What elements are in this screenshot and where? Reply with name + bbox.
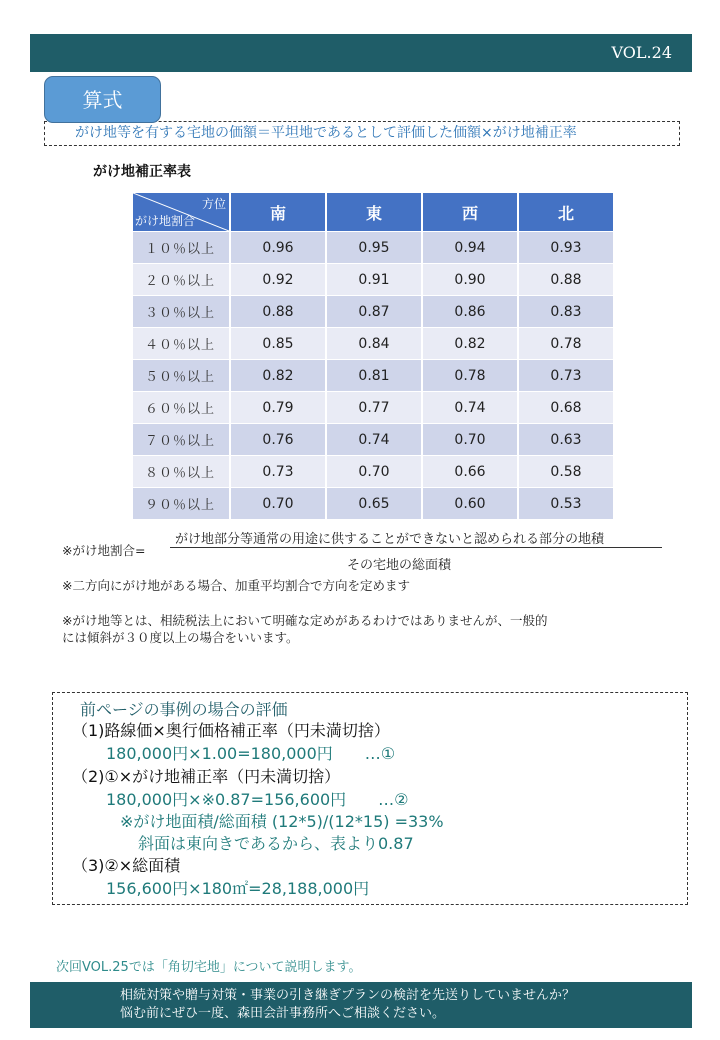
rate-cell: 0.95 bbox=[326, 232, 422, 264]
rate-cell: 0.70 bbox=[422, 424, 518, 456]
rate-cell: 0.82 bbox=[230, 360, 326, 392]
example-calc-2-note: ※がけ地面積/総面積 (12*5)/(12*15) =33% bbox=[120, 812, 444, 831]
rate-cell: 0.63 bbox=[518, 424, 613, 456]
rate-cell: 0.79 bbox=[230, 392, 326, 424]
example-step-1: （1)路線価×奥行価格補正率（円未満切捨） bbox=[72, 721, 390, 740]
rate-cell: 0.86 bbox=[422, 296, 518, 328]
ratio-note-label: ※がけ地割合= bbox=[62, 543, 146, 558]
footer-bar bbox=[30, 982, 692, 1028]
rate-cell: 0.73 bbox=[518, 360, 613, 392]
column-header: 東 bbox=[326, 193, 422, 232]
rate-cell: 0.81 bbox=[326, 360, 422, 392]
ratio-label: がけ地割合 bbox=[135, 214, 196, 228]
direction-label: 方位 bbox=[201, 197, 226, 211]
table-row bbox=[133, 456, 613, 488]
rate-cell: 0.92 bbox=[230, 264, 326, 296]
ratio-row-label: ４０％以上 bbox=[133, 328, 230, 360]
rate-cell: 0.85 bbox=[230, 328, 326, 360]
fraction-bar bbox=[170, 547, 662, 548]
rate-cell: 0.78 bbox=[518, 328, 613, 360]
rate-cell: 0.78 bbox=[422, 360, 518, 392]
rate-cell: 0.87 bbox=[326, 296, 422, 328]
rate-cell: 0.60 bbox=[422, 488, 518, 520]
volume-number: VOL.24 bbox=[611, 43, 672, 62]
rate-cell: 0.76 bbox=[230, 424, 326, 456]
rate-cell: 0.77 bbox=[326, 392, 422, 424]
ratio-row-label: ２０％以上 bbox=[133, 264, 230, 296]
ratio-row-label: １０％以上 bbox=[133, 232, 230, 264]
ratio-row-label: ９０％以上 bbox=[133, 488, 230, 520]
ratio-numerator: がけ地部分等通常の用途に供することができないと認められる部分の地積 bbox=[175, 532, 605, 547]
definition-line: には傾斜が３０度以上の場合をいいます。 bbox=[62, 630, 299, 645]
table-row bbox=[133, 328, 613, 360]
ratio-row-label: ６０％以上 bbox=[133, 392, 230, 424]
example-calc-2: 180,000円×※0.87=156,600円 …② bbox=[106, 790, 409, 809]
formula-text: がけ地等を有する宅地の価額＝平坦地であるとして評価した価額×がけ地補正率 bbox=[44, 121, 680, 146]
rate-cell: 0.94 bbox=[422, 232, 518, 264]
table-row bbox=[133, 424, 613, 456]
rate-cell: 0.84 bbox=[326, 328, 422, 360]
rate-cell: 0.93 bbox=[518, 232, 613, 264]
table-row bbox=[133, 488, 613, 520]
rate-cell: 0.53 bbox=[518, 488, 613, 520]
rate-cell: 0.58 bbox=[518, 456, 613, 488]
rate-cell: 0.96 bbox=[230, 232, 326, 264]
ratio-row-label: ３０％以上 bbox=[133, 296, 230, 328]
definition-note bbox=[62, 612, 547, 646]
column-header: 北 bbox=[518, 193, 613, 232]
rate-cell: 0.65 bbox=[326, 488, 422, 520]
ratio-row-label: ５０％以上 bbox=[133, 360, 230, 392]
table-corner-header bbox=[133, 193, 230, 232]
rate-cell: 0.73 bbox=[230, 456, 326, 488]
column-header: 南 bbox=[230, 193, 326, 232]
correction-rate-table bbox=[133, 193, 613, 519]
rate-cell: 0.74 bbox=[422, 392, 518, 424]
example-step-2: （2)①×がけ地補正率（円未満切捨） bbox=[72, 767, 341, 786]
rate-cell: 0.83 bbox=[518, 296, 613, 328]
table-row bbox=[133, 296, 613, 328]
footer-line: 悩む前にぜひ一度、森田会計事務所へご相談ください。 bbox=[120, 1006, 446, 1021]
example-calc-1: 180,000円×1.00=180,000円 …① bbox=[106, 744, 396, 763]
rate-cell: 0.70 bbox=[326, 456, 422, 488]
ratio-row-label: ７０％以上 bbox=[133, 424, 230, 456]
ratio-row-label: ８０％以上 bbox=[133, 456, 230, 488]
column-header: 西 bbox=[422, 193, 518, 232]
example-title: 前ページの事例の場合の評価 bbox=[80, 700, 288, 719]
table-title: がけ地補正率表 bbox=[93, 164, 191, 180]
definition-line: ※がけ地等とは、相続税法上において明確な定めがあるわけではありませんが、一般的 bbox=[62, 613, 548, 628]
header-bar bbox=[30, 34, 692, 72]
rate-cell: 0.88 bbox=[518, 264, 613, 296]
rate-cell: 0.82 bbox=[422, 328, 518, 360]
ratio-denominator: その宅地の総面積 bbox=[347, 558, 452, 573]
footer-line: 相続対策や贈与対策・事業の引き継ぎプランの検討を先送りしていませんか？ bbox=[120, 988, 576, 1003]
rate-cell: 0.68 bbox=[518, 392, 613, 424]
example-calc-3: 156,600円×180㎡=28,188,000円 bbox=[106, 879, 370, 898]
example-calc-2-note: 斜面は東向きであるから、表より0.87 bbox=[138, 834, 414, 853]
rate-cell: 0.66 bbox=[422, 456, 518, 488]
example-step-3: （3)②×総面積 bbox=[72, 856, 181, 875]
two-direction-note: ※二方向にがけ地がある場合、加重平均割合で方向を定めます bbox=[62, 578, 410, 593]
rate-cell: 0.90 bbox=[422, 264, 518, 296]
rate-cell: 0.91 bbox=[326, 264, 422, 296]
rate-cell: 0.70 bbox=[230, 488, 326, 520]
formula-badge: 算式 bbox=[44, 76, 161, 123]
table-row bbox=[133, 232, 613, 264]
rate-cell: 0.88 bbox=[230, 296, 326, 328]
next-issue-note: 次回VOL.25では「角切宅地」について説明します。 bbox=[56, 960, 362, 975]
table-row bbox=[133, 264, 613, 296]
table-row bbox=[133, 392, 613, 424]
table-row bbox=[133, 360, 613, 392]
rate-cell: 0.74 bbox=[326, 424, 422, 456]
